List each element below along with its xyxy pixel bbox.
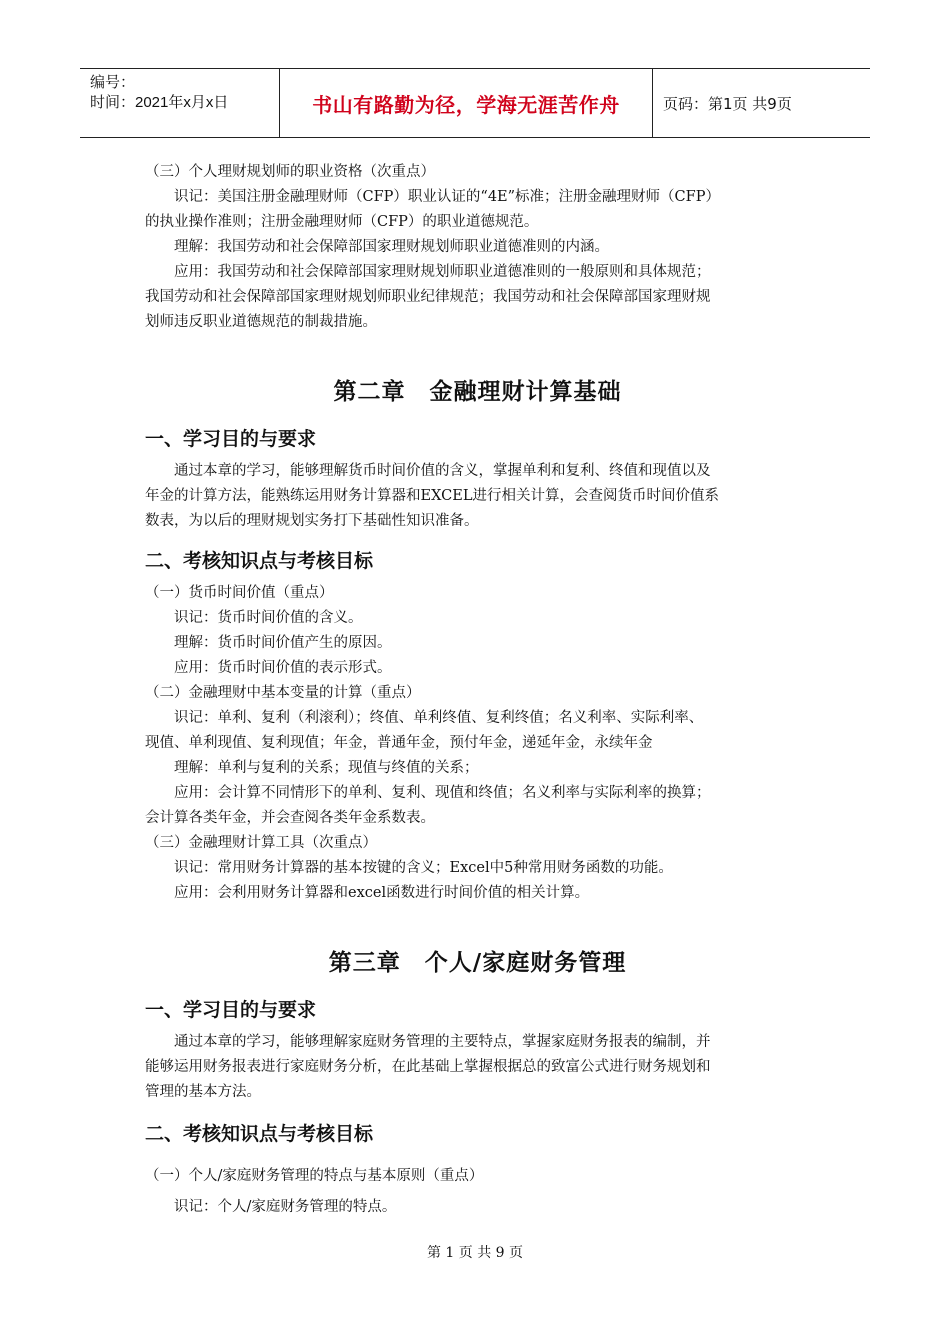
paragraph: 我国劳动和社会保障部国家理财规划师职业纪律规范；我国劳动和社会保障部国家理财规 (145, 289, 711, 305)
paragraph: 数表，为以后的理财规划实务打下基础性知识准备。 (145, 513, 479, 529)
paragraph: 理解：货币时间价值产生的原因。 (174, 635, 392, 651)
paragraph: 能够运用财务报表进行家庭财务分析，在此基础上掌握根据总的致富公式进行财务规划和 (145, 1059, 711, 1075)
paragraph: 识记：单利、复利（利滚利）；终值、单利终值、复利终值；名义利率、实际利率、 (174, 710, 704, 726)
paragraph: 的执业操作准则；注册金融理财师（CFP）的职业道德规范。 (145, 214, 539, 230)
paragraph: 现值、单利现值、复利现值；年金，普通年金，预付年金，递延年金，永续年金 (145, 735, 653, 751)
subsection-title: （三）个人理财规划师的职业资格（次重点） (145, 164, 435, 180)
page-header (80, 68, 870, 138)
section-heading: 二、考核知识点与考核目标 (145, 550, 374, 572)
subsection-title: （一）个人/家庭财务管理的特点与基本原则（重点） (145, 1168, 484, 1184)
section-prev (145, 160, 810, 335)
date-label: 时间：2021年x月x日 (90, 94, 229, 111)
paragraph: 识记：货币时间价值的含义。 (174, 610, 363, 626)
page-footer: 第 1 页 共 9 页 (426, 1245, 524, 1261)
section-heading: 一、学习目的与要求 (145, 999, 317, 1021)
number-label: 编号： (90, 74, 136, 91)
paragraph: 通过本章的学习，能够理解家庭财务管理的主要特点，掌握家庭财务报表的编制，并 (174, 1034, 711, 1050)
paragraph: 应用：会利用财务计算器和excel函数进行时间价值的相关计算。 (174, 885, 590, 901)
paragraph: 会计算各类年金，并会查阅各类年金系数表。 (145, 810, 435, 826)
paragraph: 理解：我国劳动和社会保障部国家理财规划师职业道德准则的内涵。 (174, 239, 609, 255)
paragraph: 年金的计算方法，能熟练运用财务计算器和EXCEL进行相关计算，会查阅货币时间价值系 (145, 488, 719, 504)
paragraph: 应用：会计算不同情形下的单利、复利、现值和终值；名义利率与实际利率的换算； (174, 785, 711, 801)
subsection-title: （二）金融理财中基本变量的计算（重点） (145, 685, 421, 701)
paragraph: 理解：单利与复利的关系；现值与终值的关系； (174, 760, 479, 776)
paragraph: 识记：常用财务计算器的基本按键的含义；Excel中5种常用财务函数的功能。 (174, 860, 673, 876)
paragraph: 划师违反职业道德规范的制裁措施。 (145, 314, 377, 330)
paragraph: 识记：个人/家庭财务管理的特点。 (174, 1199, 397, 1215)
header-meta (80, 69, 280, 137)
section-heading: 一、学习目的与要求 (145, 428, 317, 450)
subsection-title: （一）货币时间价值（重点） (145, 585, 334, 601)
section-heading: 二、考核知识点与考核目标 (145, 1123, 374, 1145)
paragraph: 应用：货币时间价值的表示形式。 (174, 660, 392, 676)
paragraph: 识记：美国注册金融理财师（CFP）职业认证的“4E”标准；注册金融理财师（CFP） (174, 189, 720, 205)
paragraph: 通过本章的学习，能够理解货币时间价值的含义，掌握单利和复利、终值和现值以及 (174, 463, 711, 479)
document-body (145, 160, 810, 1220)
paragraph: 管理的基本方法。 (145, 1084, 261, 1100)
chapter-title: 第二章 金融理财计算基础 (333, 379, 622, 405)
header-page-info: 页码：第1页 共9页 (663, 94, 792, 113)
paragraph: 应用：我国劳动和社会保障部国家理财规划师职业道德准则的一般原则和具体规范； (174, 264, 711, 280)
header-motto: 书山有路勤为径，学海无涯苦作舟 (280, 69, 653, 137)
subsection-title: （三）金融理财计算工具（次重点） (145, 835, 377, 851)
chapter-title: 第三章 个人/家庭财务管理 (328, 950, 627, 976)
